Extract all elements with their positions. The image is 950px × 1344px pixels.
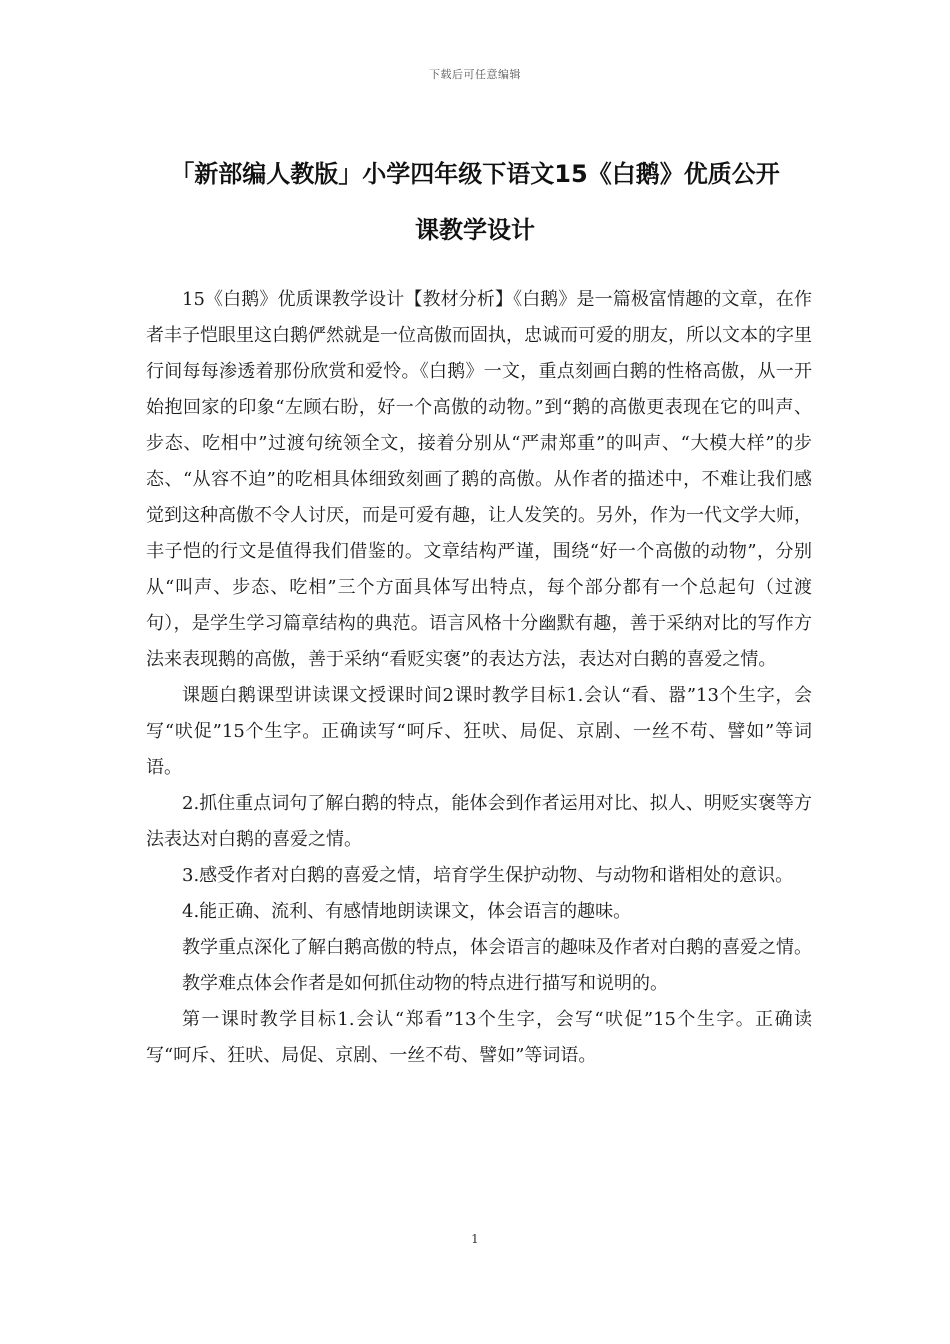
header-note: 下载后可任意编辑	[429, 68, 521, 81]
document-title-line-1: 「新部编人教版」小学四年级下语文15《白鹅》优质公开	[170, 160, 780, 188]
paragraph-material-analysis: 15《白鹅》优质课教学设计【教材分析】《白鹅》是一篇极富情趣的文章，在作者丰子恺眼里这白鹅俨然就是一位高傲而固执，忠诚而可爱的朋友，所以文本的字里行间每每渗透着那份欣赏和爱怜。《白鹅》一文，重点刻画白鹅的性格高傲，从一开始抱回家的印象“左顾右盼，好一个高傲的动物。”到“鹅的高傲更表现在它的叫声、步态、吃相中”过渡句统领全文，接着分别从“严肃郑重”的叫声、“大模大样”的步态、“从容不迫”的吃相具体细致刻画了鹅的高傲。从作者的描述中，不难让我们感觉到这种高傲不令人讨厌，而是可爱有趣，让人发笑的。另外，作为一代文学大师，丰子恺的行文是值得我们借鉴的。文章结构严谨，围绕“好一个高傲的动物”，分别从“叫声、步态、吃相”三个方面具体写出特点，每个部分都有一个总起句（过渡句），是学生学习篇章结构的典范。语言风格十分幽默有趣，善于采纳对比的写作方法来表现鹅的高傲，善于采纳“看贬实褒”的表达方法，表达对白鹅的喜爱之情。	[146, 289, 812, 670]
paragraph-key-points: 教学重点深化了解白鹅高傲的特点，体会语言的趣味及作者对白鹅的喜爱之情。	[182, 937, 812, 958]
paragraph-difficulties: 教学难点体会作者是如何抓住动物的特点进行描写和说明的。	[182, 973, 668, 994]
paragraph-goal-4: 4.能正确、流利、有感情地朗读课文，体会语言的趣味。	[182, 901, 632, 922]
paragraph-goal-3: 3.感受作者对白鹅的喜爱之情，培育学生保护动物、与动物和谐相处的意识。	[182, 865, 794, 886]
page-number: 1	[471, 1232, 479, 1246]
document-title	[110, 146, 840, 258]
document-body	[146, 282, 812, 1074]
paragraph-lesson-info: 课题白鹅课型讲读课文授课时间2课时教学目标1.会认“看、嚣”13个生字，会写“吠促”15个生字。正确读写“呵斥、狂吠、局促、京剧、一丝不苟、譬如”等词语。	[146, 685, 812, 778]
paragraph-goal-2: 2.抓住重点词句了解白鹅的特点，能体会到作者运用对比、拟人、明贬实褒等方法表达对白鹅的喜爱之情。	[146, 793, 812, 850]
paragraph-first-lesson: 第一课时教学目标1.会认“郑看”13个生字，会写“吠促”15个生字。正确读写“呵斥、狂吠、局促、京剧、一丝不苟、譬如”等词语。	[146, 1009, 812, 1066]
document-title-line-2: 课教学设计	[415, 216, 535, 244]
